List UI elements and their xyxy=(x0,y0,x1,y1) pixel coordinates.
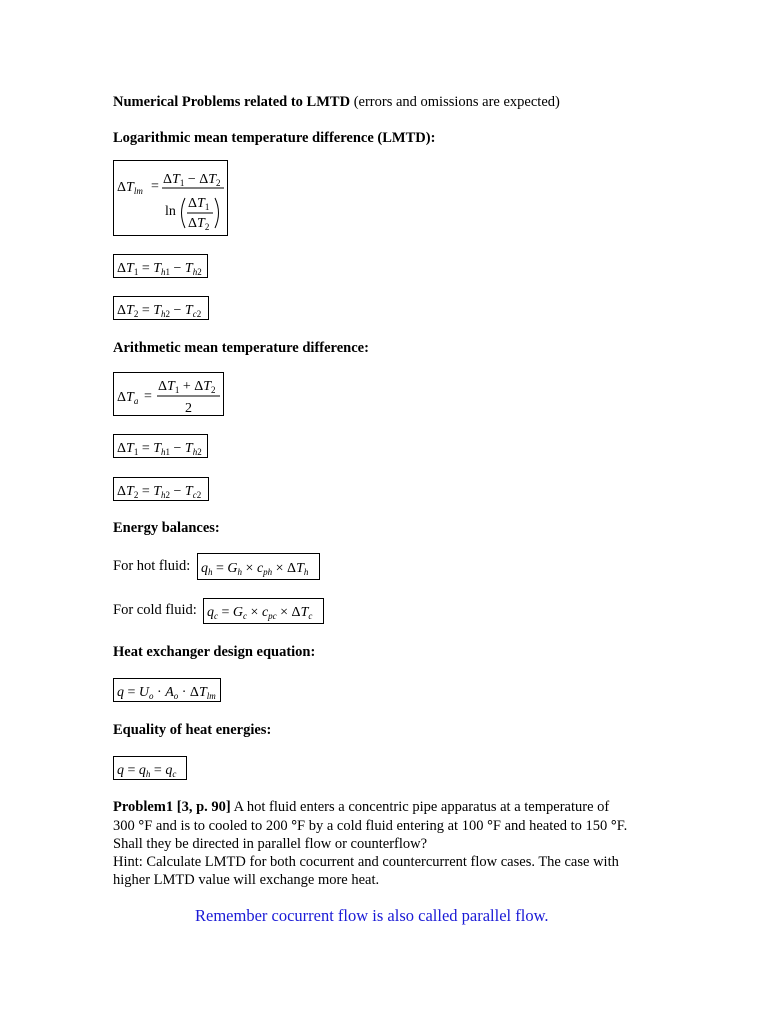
svg-text:q = qh = qc: $q = q_h = q_c$ xyxy=(117,763,177,779)
svg-text:qc = Gc × cpc × ΔTc: $q_c = G_c \times c_{pc} \times \Delta T_c$ xyxy=(207,605,313,621)
title-note: (errors and omissions are expected) xyxy=(350,94,560,110)
problem-label: Problem1 [3, p. 90] xyxy=(113,799,231,815)
degree-symbol: ° xyxy=(487,818,493,834)
problem-text-2d: F and heated to 150 xyxy=(492,818,611,834)
problem-line-4: Hint: Calculate LMTD for both cocurrent and countercurrent flow cases. The case with xyxy=(113,854,619,870)
problem-line-3: Shall they be directed in parallel flow or counterflow? xyxy=(113,836,428,852)
equality-heading: Equality of heat energies: xyxy=(113,722,272,738)
svg-text:ln: ln xyxy=(165,204,176,219)
problem-line-2 xyxy=(113,817,627,836)
svg-text:ΔT1 − ΔT2: $\Delta T_1 - \Delta T_2$ xyxy=(163,172,221,188)
delta-t1-formula xyxy=(113,254,208,278)
problem-line-1 xyxy=(113,798,609,817)
lmtd-formula xyxy=(113,160,228,236)
hot-fluid-formula xyxy=(197,553,320,580)
delta-t2-formula xyxy=(113,296,209,320)
svg-text:ΔT1 + ΔT2: $\Delta T_1 + \Delta T_2$ xyxy=(158,379,216,395)
svg-text:ΔT1 = Th1 − Th2: $\Delta T_1 = T_h1 - T_h2$ xyxy=(117,441,202,457)
problem-text-2a: 300 xyxy=(113,818,139,834)
hot-fluid-label: For hot fluid: xyxy=(113,558,191,574)
problem-text-1: A hot fluid enters a concentric pipe apparatus at a temperature of xyxy=(230,799,610,815)
svg-text:qh = Gh × cph × ΔTh: $q_h = G_h \times c_{ph} \times \Delta T_h$ xyxy=(201,561,309,577)
design-heading: Heat exchanger design equation: xyxy=(113,644,316,660)
cold-fluid-label: For cold fluid: xyxy=(113,602,197,618)
degree-symbol: ° xyxy=(610,818,617,834)
degree-symbol: ° xyxy=(138,818,145,834)
problem-text-2e: F. xyxy=(616,818,628,834)
cold-fluid-formula xyxy=(203,598,324,624)
amtd-heading: Arithmetic mean temperature difference: xyxy=(113,340,369,356)
svg-text:=: = xyxy=(151,179,159,194)
delta-t2-formula-2 xyxy=(113,477,209,501)
delta-t1-formula-2 xyxy=(113,434,208,458)
svg-text:ΔTlm: $\Delta T_{lm}$ xyxy=(117,180,143,196)
svg-text:ΔT1 = Th1 − Th2: $\Delta T_1 = T_h1 - T_h2$ xyxy=(117,261,202,277)
svg-text:ΔT1: $\Delta T_1$ xyxy=(188,196,210,212)
svg-text:ΔT2 = Th2 − Tc2: $\Delta T_2 = T_h2 - T_c2$ xyxy=(117,303,202,319)
problem-text-2c: F by a cold fluid entering at 100 xyxy=(297,818,488,834)
remember-note: Remember cocurrent flow is also called parallel flow. xyxy=(195,906,549,925)
svg-text:q = Uo · Ao · ΔTlm: $q = U_o \cdot A_o \cdot \Delta T_{lm}$ xyxy=(117,685,216,701)
amtd-formula xyxy=(113,372,224,416)
energy-heading: Energy balances: xyxy=(113,520,220,536)
equality-formula xyxy=(113,756,187,780)
design-formula xyxy=(113,678,221,702)
svg-text:ΔT2 = Th2 − Tc2: $\Delta T_2 = T_h2 - T_c2$ xyxy=(117,484,202,500)
problem-text-2b: F and is to cooled to 200 xyxy=(144,818,292,834)
degree-symbol: ° xyxy=(291,818,298,834)
svg-text:2: 2 xyxy=(185,401,192,416)
page-title xyxy=(113,93,560,112)
svg-text:ΔT2: $\Delta T_2$ xyxy=(188,216,210,232)
problem-line-5: higher LMTD value will exchange more heat. xyxy=(113,872,380,888)
svg-text:=: = xyxy=(144,389,152,404)
lmtd-heading: Logarithmic mean temperature difference (LMTD): xyxy=(113,130,436,146)
title-bold: Numerical Problems related to LMTD xyxy=(113,94,351,110)
svg-text:ΔTa: $\Delta T_a$ xyxy=(117,390,139,406)
